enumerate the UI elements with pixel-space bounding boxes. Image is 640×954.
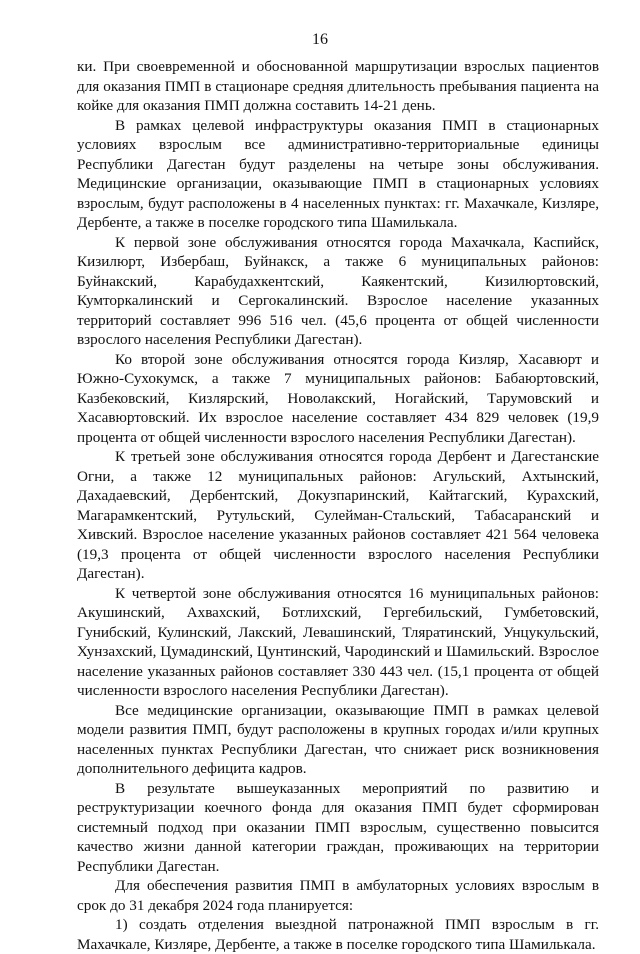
paragraph-results: В результате вышеуказанных мероприятий по развитию и реструктуризации коечного фонда для оказания ПМП будет сформирован системный подход при оказании ПМП взрослым, существенно повысится качество жизни данной категории граждан, проживающих на территории Республики Дагестан. — [77, 779, 599, 875]
paragraph-medical-organizations: Все медицинские организации, оказывающие ПМП в рамках целевой модели развития ПМП, будут расположены в крупных городах и/или крупных населенных пунктах Республики Дагестан, что снижает риск возникновения дополнительного дефицита кадров. — [77, 701, 599, 777]
paragraph-continuation: ки. При своевременной и обоснованной маршрутизации взрослых пациентов для оказания ПМП в стационаре средняя длительность пребывания пациента на койке для оказания ПМП должна составить 14-21 день. — [77, 58, 599, 114]
paragraph-plan-item-1: 1) создать отделения выездной патронажной ПМП взрослым в гг. Махачкале, Кизляре, Дербенте, а также в поселке городского типа Шамилькала. — [77, 916, 599, 953]
document-body — [77, 57, 599, 954]
page-number: 16 — [312, 31, 328, 48]
paragraph-zone-1: К первой зоне обслуживания относятся города Махачкала, Каспийск, Кизилюрт, Избербаш, Буйнакск, а также 6 муниципальных районов: Буйнакский, Карабудахкентский, Каякентский, Кизилюртовский, Кумторкалинский и Сергокалинский. Взрослое население указанных территорий составляет 996 516 чел. (45,6 процента от общей численности взрослого населения Республики Дагестан). — [77, 233, 599, 348]
paragraph-zone-3: К третьей зоне обслуживания относятся города Дербент и Дагестанские Огни, а также 12 муниципальных районов: Агульский, Ахтынский, Дахадаевский, Дербентский, Докузпаринский, Кайтагский, Курахский, Магарамкентский, Рутульский, Сулейман-Стальский, Табасаранский и Хивский. Взрослое население указанных районов составляет 421 564 человека (19,3 процента от общей численности взрослого населения Республики Дагестан). — [77, 448, 599, 582]
paragraph-zone-4: К четвертой зоне обслуживания относятся 16 муниципальных районов: Акушинский, Ахвахский, Ботлихский, Гергебильский, Гумбетовский, Гунибский, Кулинский, Лакский, Левашинский, Тляратинский, Унцукульский, Хунзахский, Цумадинский, Цунтинский, Чародинский и Шамильский. Взрослое население указанных районов составляет 330 443 чел. (15,1 процента от общей численности взрослого населения Республики Дагестан). — [77, 584, 599, 699]
paragraph-zone-2: Ко второй зоне обслуживания относятся города Кизляр, Хасавюрт и Южно-Сухокумск, а также 7 муниципальных районов: Бабаюртовский, Казбековский, Кизлярский, Новолакский, Ногайский, Тарумовский и Хасавюртовский. Их взрослое население составляет 434 829 человек (19,9 процента от общей численности взрослого населения Республики Дагестан). — [77, 350, 599, 446]
paragraph-plan-intro: Для обеспечения развития ПМП в амбулаторных условиях взрослым в срок до 31 декабря 2024 года планируется: — [77, 877, 599, 914]
paragraph-target-infrastructure: В рамках целевой инфраструктуры оказания ПМП в стационарных условиях взрослым все административно-территориальные единицы Республики Дагестан будут разделены на четыре зоны обслуживания. Медицинские организации, оказывающие ПМП в стационарных условиях взрослым, будут расположены в 4 населенных пунктах: гг. Махачкале, Кизляре, Дербенте, а также в поселке городского типа Шамилькала. — [77, 116, 599, 231]
